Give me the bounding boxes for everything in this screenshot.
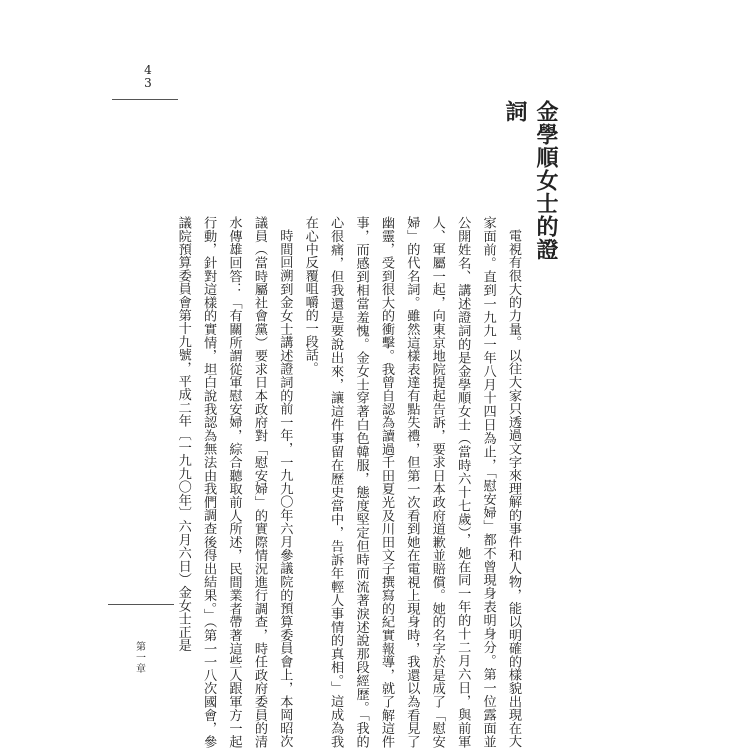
article: [172, 100, 562, 748]
article-body: [175, 216, 526, 748]
page-number: [141, 64, 155, 90]
chapter-label-char: 章: [136, 664, 146, 675]
paragraph: 電視有很大的力量。以往大家只透過文字來理解的事件和人物，能以明確的樣貌出現在大家面前。直到一九九一年八月十四日為止，「慰安婦」都不曾現身表明身分。第一位露面並公開姓名、講述證詞的是金學順女士（當時六十七歲），她在同一年的十二月六日，與前軍人、軍屬一起，向東京地院提起告訴，要求日本政府道歉並賠償。她的名字於是成了「慰安婦」的代名詞。雖然這樣表達有點失禮，但第一次看到她在電視上現身時，我還以為看見了幽靈，受到很大的衝擊。我曾自認為讀過千田夏光及川田文子撰寫的紀實報導，就了解這件事，而感到相當羞愧。金女士穿著白色韓服，態度堅定但時而流著淚述說那段經歷。「我的心很痛，但我還是要說出來，讓這件事留在歷史當中，告訴年輕人事情的真相。」這成為我在心中反覆咀嚼的一段話。: [302, 216, 521, 748]
paragraph: 時間回溯到金女士講述證詞的前一年，一九九〇年六月參議院的預算委員會上，本岡昭次議員（當時屬社會黨）要求日本政府對「慰安婦」的實際情況進行調查，時任政府委員的清水傳雄回答：「有關所謂從軍慰安婦，綜合聽取前人所述，民間業者帶著這些人跟軍方一起行動，針對這樣的實情，坦白說我認為無法由我們調查後得出結果。」（第一一八次國會，參議院預算委員會第十九號，平成二年〔一九九〇年〕六月六日）金女士正是: [175, 216, 293, 748]
page-number-digit: 3: [144, 76, 152, 90]
article-title: 金學順女士的證詞: [502, 100, 559, 261]
page-number-digit: 4: [144, 63, 152, 77]
header-rule: [112, 99, 178, 100]
chapter-label-char: 一: [136, 653, 146, 664]
chapter-label: [135, 642, 147, 675]
footer-rule: [108, 604, 174, 605]
chapter-label-char: 第: [136, 642, 146, 653]
